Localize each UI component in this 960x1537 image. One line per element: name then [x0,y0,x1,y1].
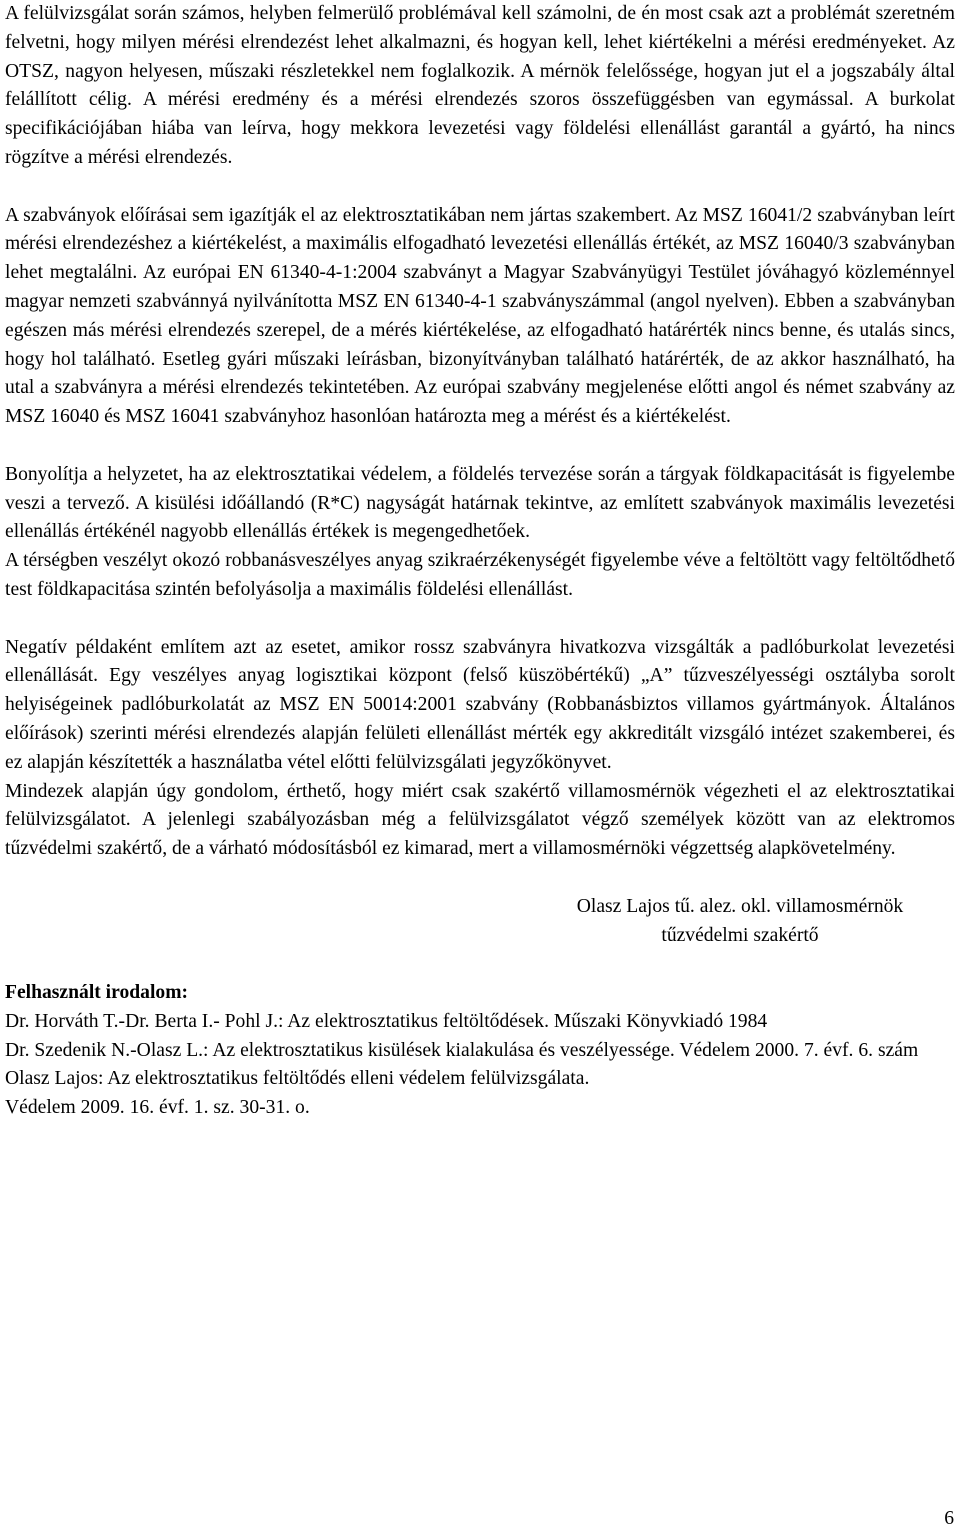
paragraph-gap [5,432,955,461]
document-page [5,0,955,1123]
paragraph-negative: Negatív példaként említem azt az esetet, amikor rossz szabványra hivatkozva vizsgálták a padlóburkolat levezetési ellenállását. Egy veszélyes anyag logisztikai központ (felső küszöbértékű) „A” tűzveszélyességi osztályba sorolt helyiségeinek padlóburkolatát az MSZ EN 50014:2001 szabvány (Robbanásbiztos villamos gyártmányok. Általános előírások) szerinti mérési elrendezés alapján felületi ellenállást mérték egy akkreditált vizsgáló intézet szakemberei, és ez alapján készítették a használatba vétel előtti felülvizsgálati jegyzőkönyvet. [5,636,955,773]
references-title: Felhasznált irodalom: [5,982,189,1004]
reference-item: Olasz Lajos: Az elektrosztatikus feltöltődés elleni védelem felülvizsgálata. [5,1068,590,1090]
paragraph-intro: A felülvizsgálat során számos, helyben felmerülő problémával kell számolni, de én most csak azt a problémát szeretném felvetni, hogy milyen mérési elrendezést lehet alkalmazni, és hogyan kell, lehet kiértékelni a mérési eredményeket. Az OTSZ, nagyon helyesen, műszaki részletekkel nem foglalkozik. A mérnök felelőssége, hogyan jut el a jogszabály által felállított célig. A mérési eredmény és a mérési elrendezés szoros összefüggésben van egymással. A burkolat specifikációjában hiába van leírva, hogy mekkora levezetési vagy földelési ellenállást garantál a gyártó, ha nincs rögzítve a mérési elrendezés. [5,3,955,168]
paragraph-gap [5,173,955,202]
paragraph-gap [5,605,955,634]
paragraph-complication: Bonyolítja a helyzetet, ha az elektrosztatikai védelem, a földelés tervezése során a tárgyak földkapacitását is figyelembe veszi a tervező. A kisülési időállandó (R*C) nagyságát határnak tekintve, az említett szabványok maximális levezetési ellenállás értékénél nagyobb ellenállás értékek is megengedhetőek. [5,463,955,543]
author-signature [524,893,956,951]
author-name-title: Olasz Lajos tű. alez. okl. villamosmérnök [576,895,904,917]
references-list [5,1008,955,1123]
reference-item: Dr. Szedenik N.-Olasz L.: Az elektrosztatikus kisülések kialakulása és veszélyessége. Védelem 2000. 7. évf. 6. szám [5,1039,919,1061]
paragraph-conclusion: Mindezek alapján úgy gondolom, érthető, hogy miért csak szakértő villamosmérnök végezheti el az elektrosztatikai felülvizsgálatot. A jelenlegi szabályozásban még a felülvizsgálatot végző személyek között van az elektromos tűzvédelmi szakértő, de a várható módosításból ez kimarad, mert a villamosmérnöki végzettség alapkövetelmény. [5,780,955,860]
paragraph-gap [5,864,955,893]
paragraph-gap [5,950,955,979]
reference-item: Dr. Horváth T.-Dr. Berta I.- Pohl J.: Az elektrosztatikus feltöltődések. Műszaki Könyvkiadó 1984 [5,1010,768,1032]
author-role: tűzvédelmi szakértő [661,924,819,946]
page-number: 6 [944,1508,954,1529]
paragraph-standards: A szabványok előírásai sem igazítják el az elektrosztatikában nem jártas szakembert. Az MSZ 16041/2 szabványban leírt mérési elrendezéshez a kiértékelést, a maximális elfogadható levezetési ellenállás értékét, az MSZ 16040/3 szabványban lehet megtalálni. Az európai EN 61340-4-1:2004 szabványt a Magyar Szabványügyi Testület jóváhagyó közleménnyel magyar nemzeti szabvánnyá nyilvánította MSZ EN 61340-4-1 szabványszámmal (angol nyelven). Ebben a szabványban egészen más mérési elrendezés szerepel, de a mérés kiértékelése, az elfogadható határérték nincs benne, és utalás sincs, hogy hol található. Esetleg gyári műszaki leírásban, bizonyítványban található határérték, de az akkor használható, ha utal a szabványra a mérési elrendezés tekintetében. Az európai szabvány megjelenése előtti angol és német szabvány az MSZ 16040 és MSZ 16041 szabványhoz hasonlóan határozta meg a mérést és a kiértékelést. [5,204,955,428]
paragraph-explosive: A térségben veszélyt okozó robbanásveszélyes anyag szikraérzékenységét figyelembe véve a feltöltött vagy feltöltődhető test földkapacitása szintén befolyásolja a maximális földelési ellenállást. [5,550,955,600]
reference-item: Védelem 2009. 16. évf. 1. sz. 30-31. o. [5,1097,310,1119]
